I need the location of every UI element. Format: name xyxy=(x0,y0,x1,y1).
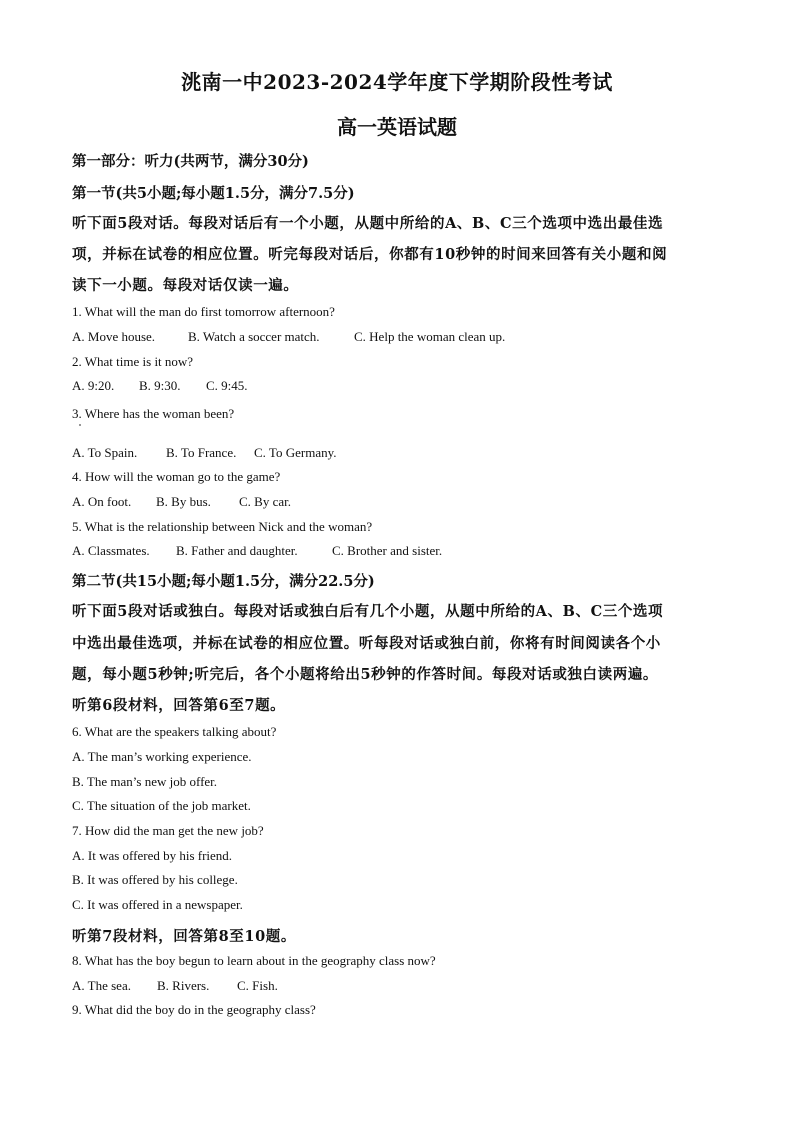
part1-heading: 第一部分：听力(共两节，满分30分) xyxy=(72,153,309,170)
question-7-option-a: A. It was offered by his friend. xyxy=(72,848,233,863)
question-4-option-b: B. By bus. xyxy=(156,494,211,509)
question-5-option-b: B. Father and daughter. xyxy=(176,543,298,558)
section2-instruction-line-1: 听下面5段对话或独白。每段对话或独白后有几个小题，从题中所给的A、B、C三个选项 xyxy=(72,603,664,620)
question-2-option-c: C. 9:45. xyxy=(206,378,248,393)
exam-subtitle: 高一英语试题 xyxy=(337,115,457,139)
question-3-option-c: C. To Germany. xyxy=(254,445,337,460)
question-1-option-a: A. Move house. xyxy=(72,329,156,344)
question-5-stem: 5. What is the relationship between Nick and the woman? xyxy=(72,519,373,534)
exam-title: 洮南一中2023-2024学年度下学期阶段性考试 xyxy=(181,70,613,94)
question-6-option-b: B. The man’s new job offer. xyxy=(72,774,218,789)
question-2-option-b: B. 9:30. xyxy=(139,378,181,393)
section2-heading: 第二节(共15小题;每小题1.5分，满分22.5分) xyxy=(72,573,375,590)
question-6-option-a: A. The man’s working experience. xyxy=(72,749,252,764)
question-1-option-c: C. Help the woman clean up. xyxy=(354,329,506,344)
question-8-stem: 8. What has the boy begun to learn about in the geography class now? xyxy=(72,953,436,968)
question-7-stem: 7. How did the man get the new job? xyxy=(72,823,264,838)
question-8-option-b: B. Rivers. xyxy=(157,978,210,993)
question-2-options xyxy=(72,378,722,394)
question-5-option-a: A. Classmates. xyxy=(72,543,150,558)
stray-dot-mark xyxy=(79,424,81,426)
section1-instruction-line-1: 听下面5段对话。每段对话后有一个小题，从题中所给的A、B、C三个选项中选出最佳选 xyxy=(72,215,664,232)
question-2-stem: 2. What time is it now? xyxy=(72,354,194,369)
question-7-option-c: C. It was offered in a newspaper. xyxy=(72,897,243,912)
question-4-option-a: A. On foot. xyxy=(72,494,132,509)
question-8-options xyxy=(72,978,722,994)
section2-instruction-line-2: 中选出最佳选项，并标在试卷的相应位置。听每段对话或独白前，你将有时间阅读各个小 xyxy=(72,635,661,652)
material-7-heading: 听第7段材料，回答第8至10题。 xyxy=(72,928,296,945)
question-2-option-a: A. 9:20. xyxy=(72,378,115,393)
question-3-stem: 3. Where has the woman been? xyxy=(72,406,235,421)
question-1-option-b: B. Watch a soccer match. xyxy=(188,329,320,344)
question-1-stem: 1. What will the man do first tomorrow afternoon? xyxy=(72,304,335,319)
question-4-stem: 4. How will the woman go to the game? xyxy=(72,469,281,484)
question-8-option-a: A. The sea. xyxy=(72,978,131,993)
question-1-options xyxy=(72,329,722,345)
question-9-stem: 9. What did the boy do in the geography class? xyxy=(72,1002,316,1017)
question-3-option-b: B. To France. xyxy=(166,445,237,460)
section1-instruction-line-2: 项，并标在试卷的相应位置。听完每段对话后，你都有10秒钟的时间来回答有关小题和阅 xyxy=(72,246,668,263)
question-4-options xyxy=(72,494,722,510)
question-5-options xyxy=(72,543,722,559)
material-6-heading: 听第6段材料，回答第6至7题。 xyxy=(72,697,286,714)
section1-heading: 第一节(共5小题;每小题1.5分，满分7.5分) xyxy=(72,185,355,202)
question-4-option-c: C. By car. xyxy=(239,494,291,509)
section1-instruction-line-3: 读下一小题。每段对话仅读一遍。 xyxy=(72,277,299,294)
question-8-option-c: C. Fish. xyxy=(237,978,278,993)
question-5-option-c: C. Brother and sister. xyxy=(332,543,443,558)
question-3-options xyxy=(72,445,722,461)
question-7-option-b: B. It was offered by his college. xyxy=(72,872,238,887)
question-6-stem: 6. What are the speakers talking about? xyxy=(72,724,277,739)
section2-instruction-line-3: 题，每小题5秒钟;听完后，各个小题将给出5秒钟的作答时间。每段对话或独白读两遍。 xyxy=(72,666,659,683)
question-3-option-a: A. To Spain. xyxy=(72,445,138,460)
question-6-option-c: C. The situation of the job market. xyxy=(72,798,251,813)
